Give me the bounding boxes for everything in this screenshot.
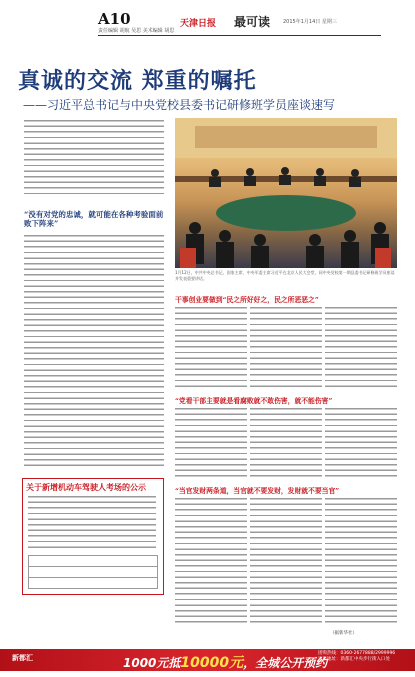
header-divider xyxy=(98,35,381,36)
article-column-r9 xyxy=(325,496,397,624)
page-number: A10 xyxy=(98,10,131,28)
article-source: （据新华社） xyxy=(330,631,357,636)
ad-logo: 新都汇 xyxy=(12,654,33,662)
article-column-r8 xyxy=(250,496,322,626)
page-header xyxy=(0,0,415,44)
article-column-r3 xyxy=(325,305,397,390)
lead-paragraph xyxy=(24,118,164,198)
ad-address: 项目地址：新都汇中央步行街入口处 xyxy=(318,657,390,662)
article-column-r6 xyxy=(325,406,397,480)
meeting-photo-illustration xyxy=(175,118,397,268)
notice-table-header xyxy=(29,556,157,567)
article-column-left xyxy=(24,233,164,468)
article-column-r2 xyxy=(250,305,322,390)
notice-table xyxy=(28,555,158,589)
ad-hotline: 团购热线：0360-2677888/2999996 xyxy=(318,651,396,656)
notice-text xyxy=(28,494,156,549)
issue-date: 2015年1月14日 星期三 xyxy=(283,19,337,25)
ad-slogan xyxy=(123,652,327,672)
section-title: 最可读 xyxy=(234,15,271,29)
article-column-r1 xyxy=(175,305,247,390)
notice-title: 关于新增机动车驾驶人考场的公示 xyxy=(26,482,146,492)
main-headline: 真诚的交流 郑重的嘱托 xyxy=(18,68,257,94)
lead-paragraph-block xyxy=(24,118,164,198)
newspaper-logo: 天津日报 xyxy=(180,19,217,29)
sub-headline: ——习近平总书记与中央党校县委书记研修班学员座谈速写 xyxy=(23,98,336,112)
ad-slogan-amount: 10000元 xyxy=(180,655,244,671)
meeting-photo xyxy=(175,118,397,268)
article-column-r7 xyxy=(175,496,247,626)
subheading-people: 干事创业要做到“民之所好好之，民之所恶恶之” xyxy=(175,296,319,304)
editor-info: 责任编辑 胡航 吴思 美术编辑 胡思 xyxy=(98,28,175,34)
photo-caption: 1月12日，中共中央总书记、国家主席、中央军委主席习近平在北京人民大会堂，同中央党校第一期县委书记研修班学员座谈并发表重要讲话。 xyxy=(175,270,395,281)
notice-table-row xyxy=(29,567,157,578)
ad-slogan-pre: 1000元抵 xyxy=(123,656,181,670)
subheading-loyalty: “没有对党的忠诚，就可能在各种考验面前败下阵来” xyxy=(24,210,164,228)
subheading-officials: “当官发财两条道，当官就不要发财，发财就不要当官” xyxy=(175,487,340,495)
subheading-corruption: “党看干部主要就是看腐败就不敢伤害，就不能伤害” xyxy=(175,397,333,405)
article-column-r5 xyxy=(250,406,322,480)
ad-slogan-post: ，全城公开预约 xyxy=(243,656,328,670)
article-column-r4 xyxy=(175,406,247,480)
ad-contact xyxy=(318,651,395,663)
